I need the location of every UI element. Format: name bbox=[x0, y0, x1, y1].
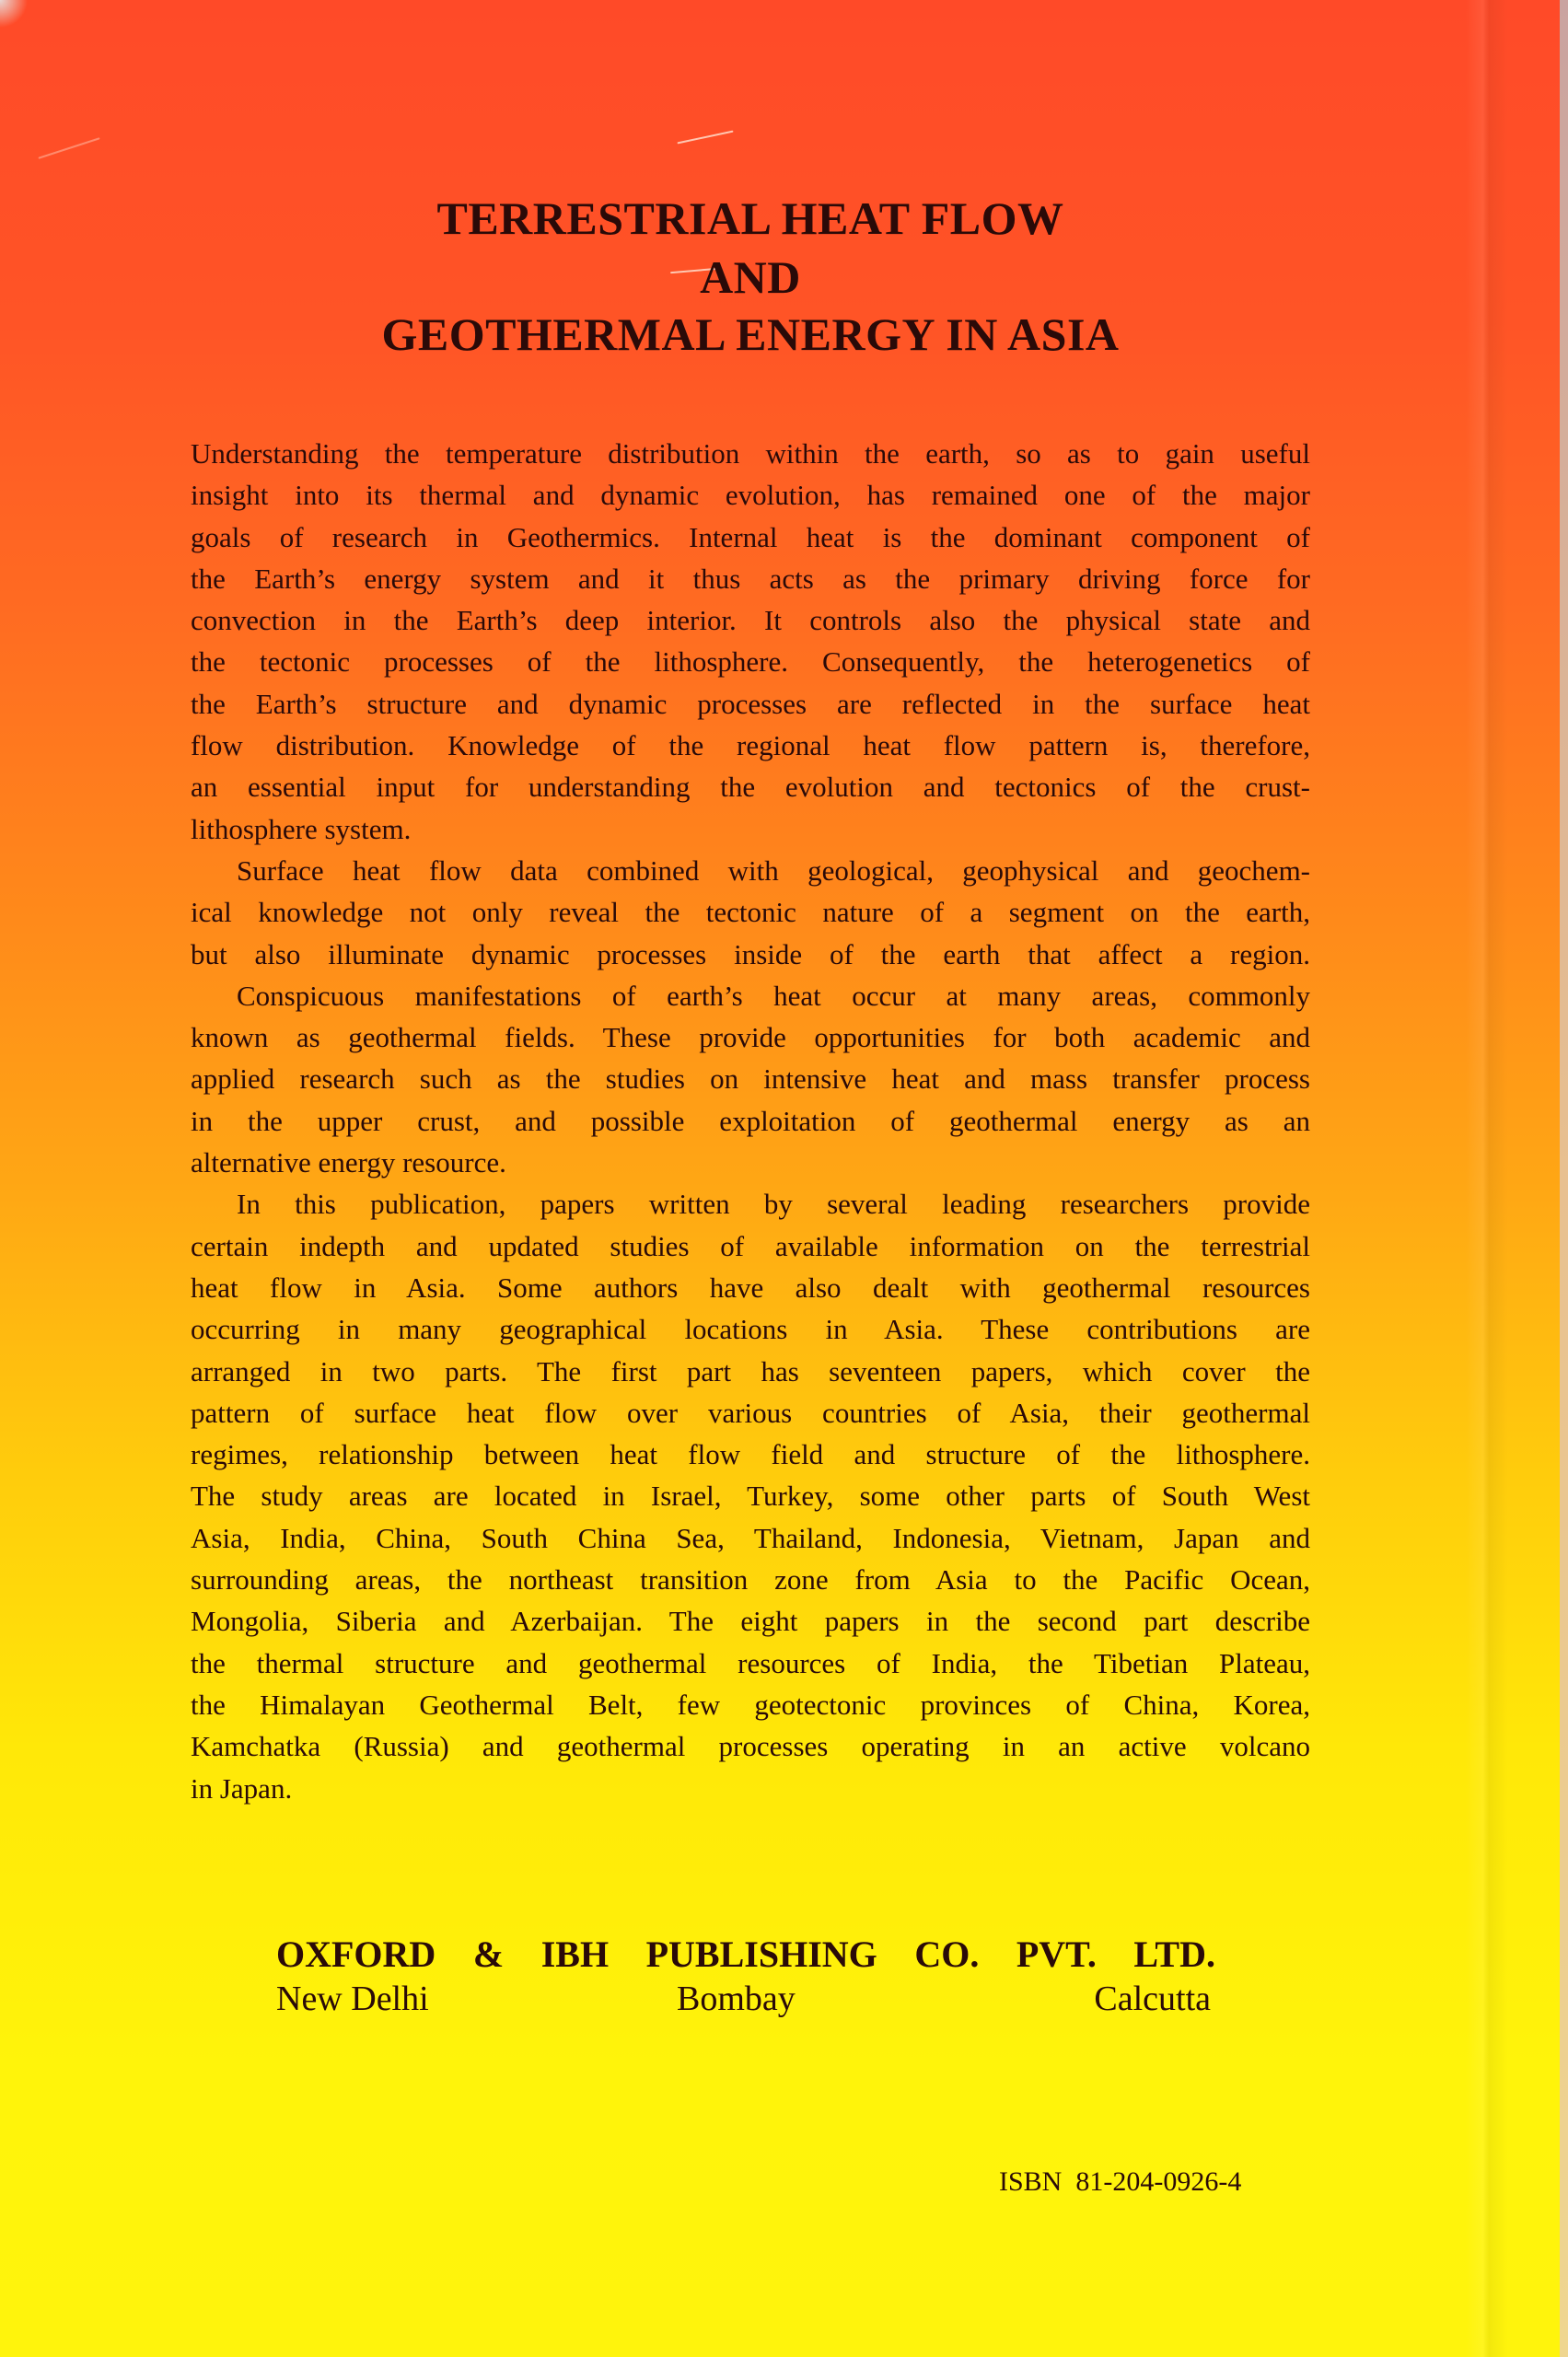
blurb-line: in the upper crust, and possible exploitation of geothermal energy as an bbox=[191, 1104, 1310, 1137]
blurb-line: the Earth’s structure and dynamic processes are reflected in the surface heat bbox=[191, 687, 1310, 720]
blurb-line: Conspicuous manifestations of earth’s heat occur at many areas, commonly bbox=[237, 979, 1310, 1012]
blurb-line: convection in the Earth’s deep interior. It controls also the physical state and bbox=[191, 604, 1310, 637]
blurb-line: in Japan. bbox=[191, 1771, 293, 1805]
blurb-line: ical knowledge not only reveal the tectonic nature of a segment on the earth, bbox=[191, 896, 1310, 929]
blurb-line: Asia, India, China, South China Sea, Thailand, Indonesia, Vietnam, Japan and bbox=[191, 1521, 1310, 1554]
blurb-line: surrounding areas, the northeast transition zone from Asia to the Pacific Ocean, bbox=[191, 1563, 1310, 1596]
blurb-line: The study areas are located in Israel, Turkey, some other parts of South West bbox=[191, 1480, 1310, 1513]
publisher-city: New Delhi bbox=[276, 1980, 429, 2018]
publisher-city: Bombay bbox=[677, 1980, 796, 2018]
blurb-line: certain indepth and updated studies of available information on the terrestrial bbox=[191, 1229, 1310, 1262]
blurb-line: an essential input for understanding the evolution and tectonics of the crust- bbox=[191, 771, 1310, 804]
publisher-city: Calcutta bbox=[1094, 1980, 1211, 2018]
blurb-line: known as geothermal fields. These provide opportunities for both academic and bbox=[191, 1021, 1310, 1054]
blurb-line: lithosphere system. bbox=[191, 812, 412, 845]
blurb bbox=[191, 433, 1310, 1809]
book-title-line-3: GEOTHERMAL ENERGY IN ASIA bbox=[381, 308, 1120, 360]
blurb-line: the tectonic processes of the lithosphere. Consequently, the heterogenetics of bbox=[191, 645, 1310, 679]
book-title-line-2: AND bbox=[700, 251, 801, 303]
book-title-line-1: TERRESTRIAL HEAT FLOW bbox=[436, 192, 1064, 244]
blurb-line: but also illuminate dynamic processes inside of the earth that affect a region. bbox=[191, 937, 1310, 970]
publisher-cities bbox=[276, 1976, 1211, 2022]
corner-wear bbox=[0, 0, 28, 37]
cover-edge bbox=[1560, 0, 1568, 2357]
blurb-line: arranged in two parts. The first part has seventeen papers, which cover the bbox=[191, 1354, 1310, 1387]
blurb-line: Surface heat flow data combined with geological, geophysical and geochem- bbox=[237, 853, 1310, 887]
blurb-line: occurring in many geographical locations in Asia. These contributions are bbox=[191, 1313, 1310, 1346]
blurb-line: heat flow in Asia. Some authors have also dealt with geothermal resources bbox=[191, 1271, 1310, 1304]
blurb-line: Mongolia, Siberia and Azerbaijan. The eight papers in the second part describe bbox=[191, 1605, 1310, 1638]
blurb-line: goals of research in Geothermics. Internal heat is the dominant component of bbox=[191, 520, 1310, 553]
blurb-line: Kamchatka (Russia) and geothermal processes operating in an active volcano bbox=[191, 1730, 1310, 1763]
publisher-name: OXFORD & IBH PUBLISHING CO. PVT. LTD. bbox=[276, 1933, 1215, 1975]
blurb-line: applied research such as the studies on intensive heat and mass transfer process bbox=[191, 1062, 1310, 1096]
blurb-line: regimes, relationship between heat flow field and structure of the lithosphere. bbox=[191, 1438, 1310, 1471]
blurb-line: Understanding the temperature distribution within the earth, so as to gain useful bbox=[191, 437, 1310, 470]
isbn: ISBN 81-204-0926-4 bbox=[999, 2166, 1242, 2197]
blurb-line: pattern of surface heat flow over various countries of Asia, their geothermal bbox=[191, 1396, 1310, 1429]
blurb-line: the Himalayan Geothermal Belt, few geotectonic provinces of China, Korea, bbox=[191, 1688, 1310, 1721]
blurb-line: insight into its thermal and dynamic evolution, has remained one of the major bbox=[191, 479, 1310, 512]
blurb-line: In this publication, papers written by several leading researchers provide bbox=[237, 1188, 1310, 1221]
blurb-line: flow distribution. Knowledge of the regional heat flow pattern is, therefore, bbox=[191, 729, 1310, 762]
blurb-line: alternative energy resource. bbox=[191, 1146, 506, 1179]
blurb-line: the Earth’s energy system and it thus acts as the primary driving force for bbox=[191, 562, 1310, 595]
blurb-line: the thermal structure and geothermal resources of India, the Tibetian Plateau, bbox=[191, 1646, 1310, 1679]
